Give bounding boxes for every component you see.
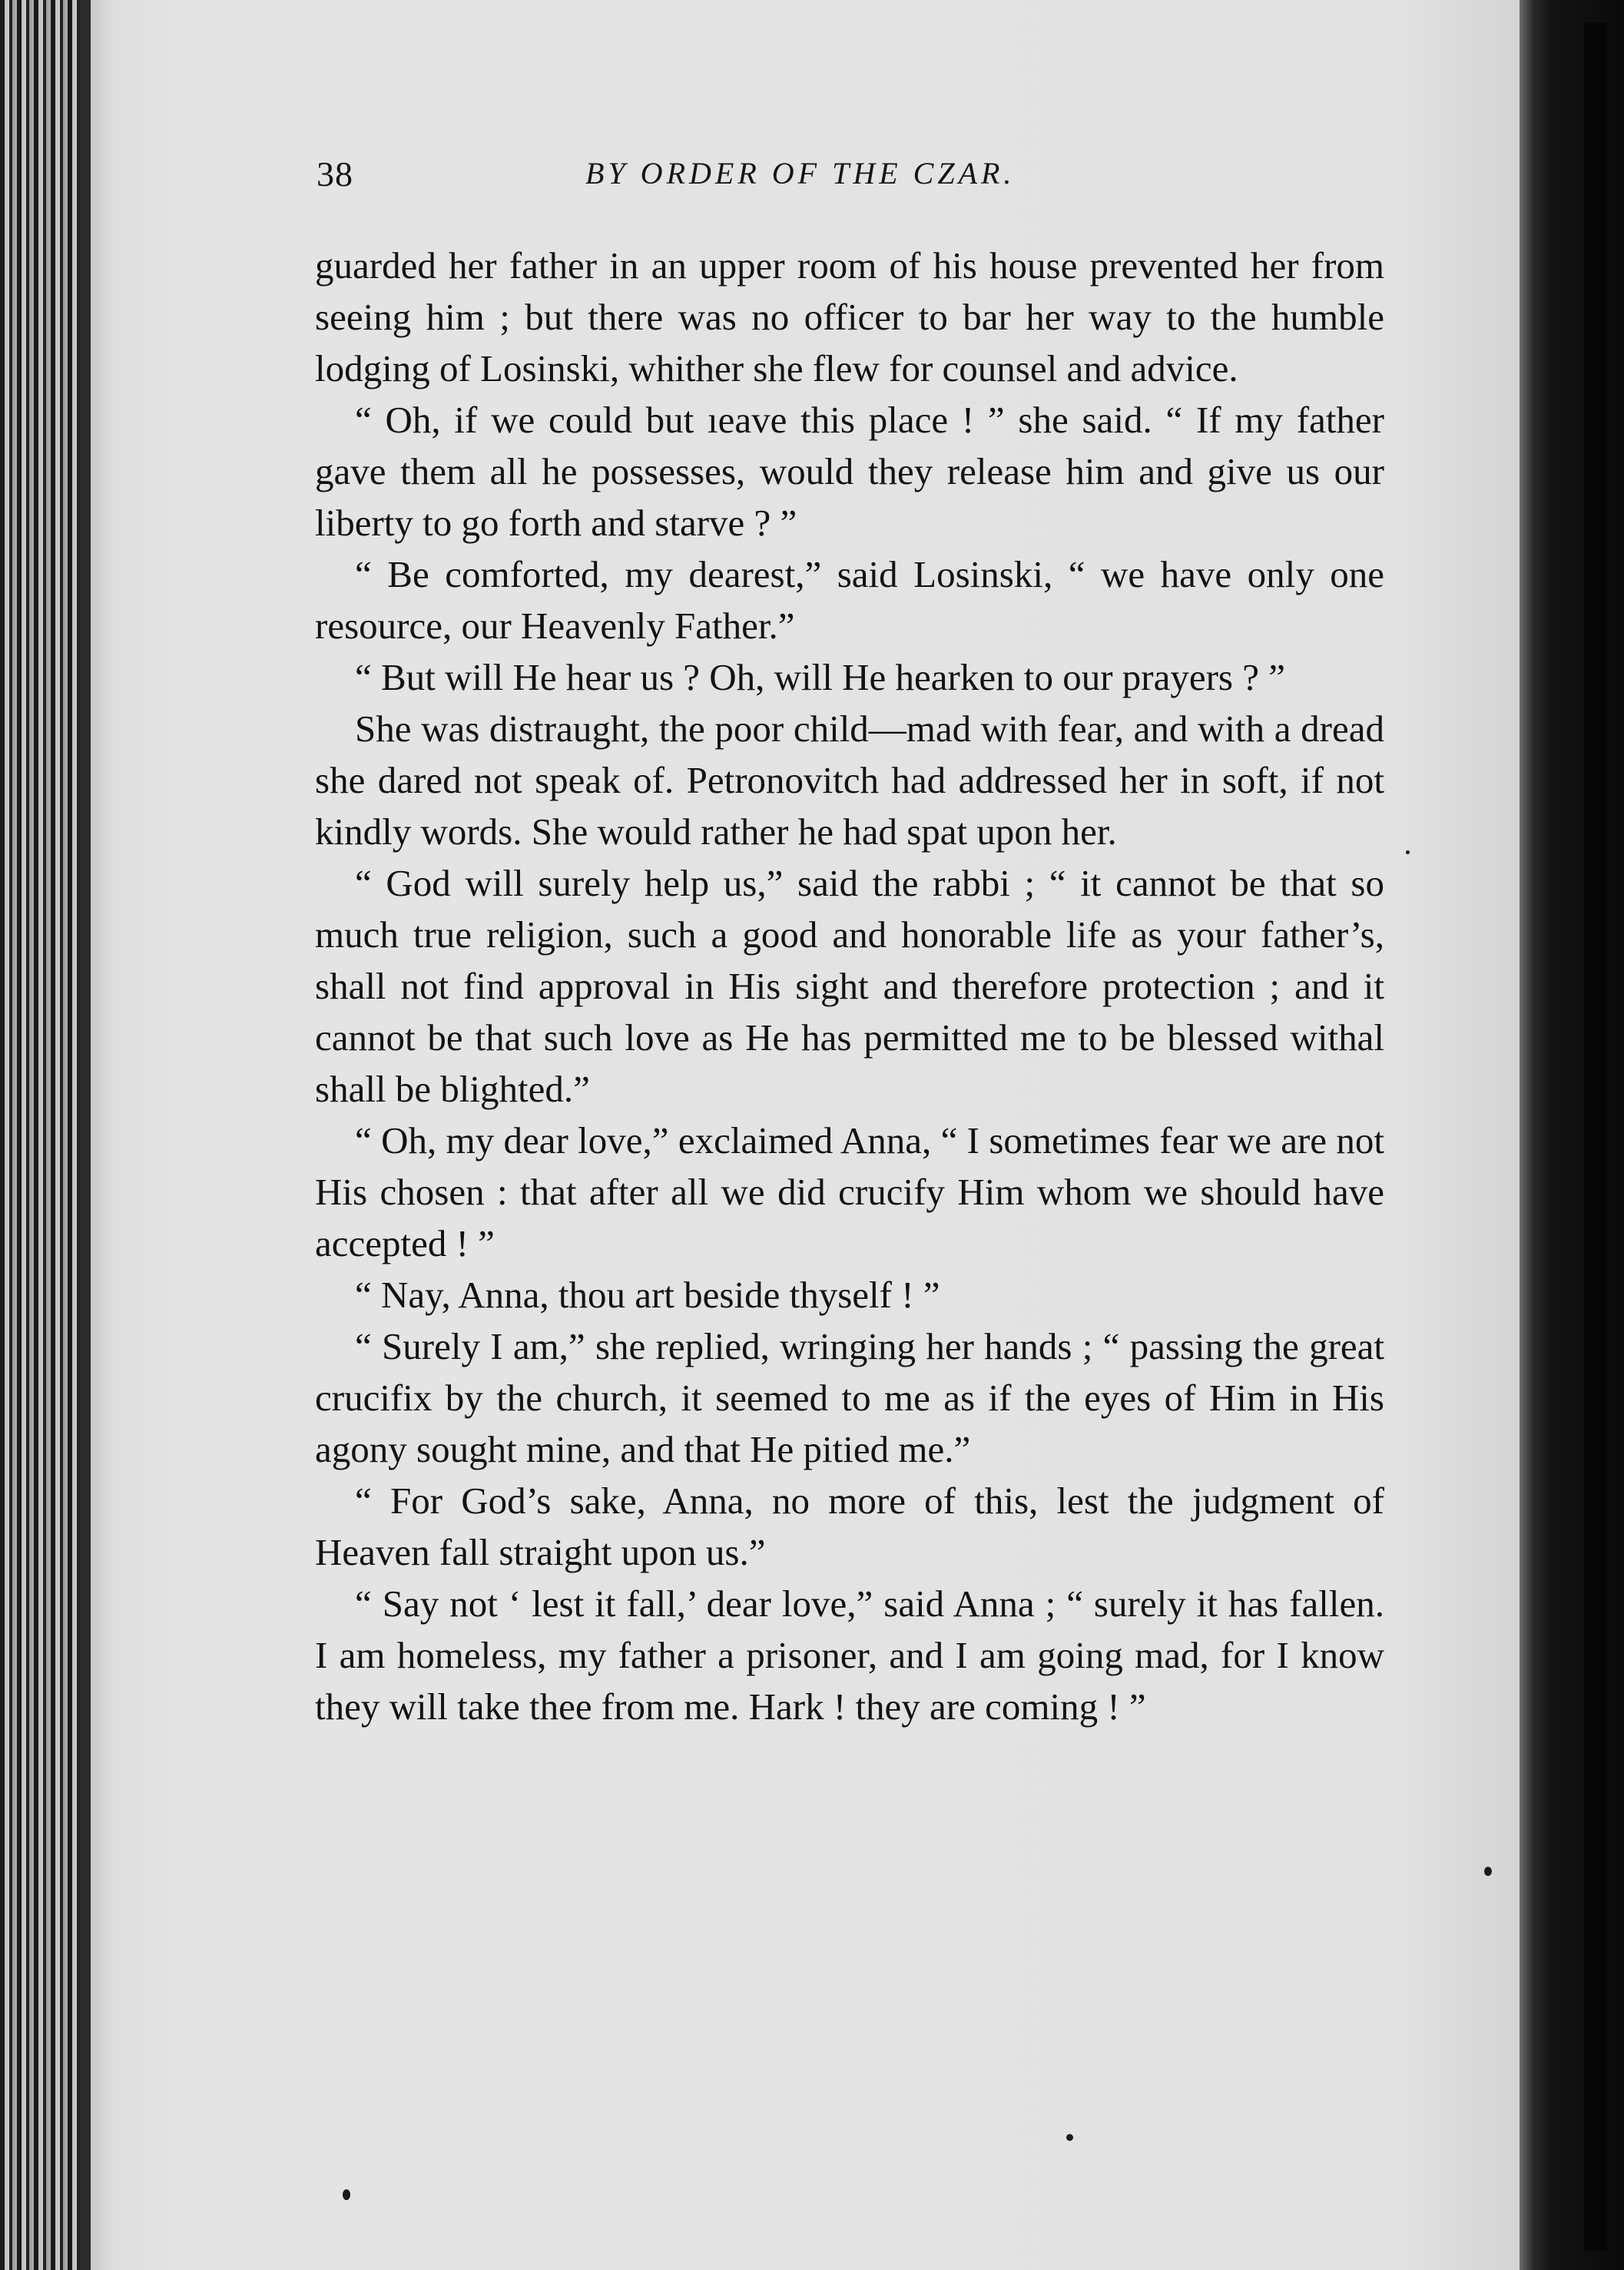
page-header	[317, 154, 1384, 200]
paragraph: “ God will surely help us,” said the rabbi ; “ it cannot be that so much true religion, such a good and honorable life as your father’s, shall not find approval in His sight and therefore protection ; and it cannot be that such love as He has permitted me to be blessed withal shall be blighted.”	[315, 862, 1384, 1110]
page-number: 38	[317, 154, 353, 194]
paragraph: “ Say not ‘ lest it fall,’ dear love,” said Anna ; “ surely it has fallen. I am homeless, my father a prisoner, and I am going mad, for I know they will take thee from me. Hark ! they are coming ! ”	[315, 1582, 1384, 1728]
ink-speck	[343, 2189, 350, 2200]
right-edge-shadow	[1584, 23, 1607, 2251]
binding-shadow	[80, 0, 91, 2270]
paragraph: “ But will He hear us ? Oh, will He hearken to our prayers ? ”	[355, 656, 1285, 698]
paragraph: “ Surely I am,” she replied, wringing her hands ; “ passing the great crucifix by the church, it seemed to me as if the eyes of Him in His agony sought mine, and that He pitied me.”	[315, 1325, 1384, 1470]
paragraph: “ For God’s sake, Anna, no more of this, lest the judgment of Heaven fall straight upon us.”	[315, 1480, 1384, 1573]
paragraph: “ Oh, if we could but ıeave this place ! ” she said. “ If my father gave them all he possesses, would they release him and give us our liberty to go forth and starve ? ”	[315, 399, 1384, 544]
paragraph: She was distraught, the poor child—mad with fear, and with a dread she dared not speak of. Petronovitch had addressed her in soft, if not kindly words. She would rather he had spat upon her.	[315, 708, 1384, 853]
right-page-edge	[1520, 0, 1624, 2270]
ink-speck	[1484, 1867, 1492, 1876]
paragraph: “ Nay, Anna, thou art beside thyself ! ”	[355, 1274, 940, 1316]
book-binding-edge	[0, 0, 92, 2270]
body-text	[315, 240, 1384, 1732]
paragraph: guarded her father in an upper room of his house prevented her from seeing him ; but there was no officer to bar her way to the humble lodging of Losinski, whither she flew for counsel and advice.	[315, 244, 1384, 389]
paragraph: “ Be comforted, my dearest,” said Losinski, “ we have only one resource, our Heavenly Father.”	[315, 553, 1384, 647]
ink-speck	[1406, 850, 1410, 854]
ink-speck	[1066, 2134, 1073, 2141]
paragraph: “ Oh, my dear love,” exclaimed Anna, “ I sometimes fear we are not His chosen : that after all we did crucify Him whom we should have accepted ! ”	[315, 1119, 1384, 1264]
running-title: BY ORDER OF THE CZAR.	[585, 156, 1016, 191]
